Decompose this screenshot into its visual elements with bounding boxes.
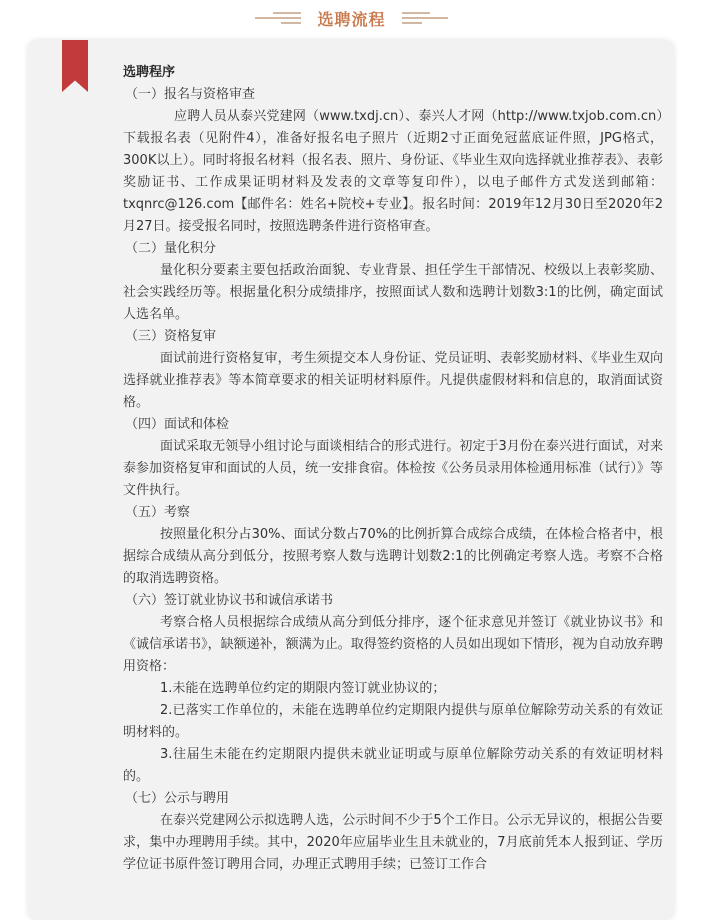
section-body-5: 按照量化积分占30%、面试分数占70%的比例折算合成综合成绩，在体检合格者中，根据综合成绩从高分到低分，按照考察人数与选聘计划数2:1的比例确定考察人选。考察不合格的取消选聘资格。 (123, 527, 663, 586)
section-heading-1: （一）报名与资格审查 (125, 87, 256, 102)
section-body-6: 考察合格人员根据综合成绩从高分到低分排序，逐个征求意见并签订《就业协议书》和《诚信承诺书》，缺额递补，额满为止。取得签约资格的人员如出现如下情形，视为自动放弃聘用资格： (123, 615, 663, 674)
header-decoration-right (402, 12, 448, 24)
section-heading-3: （三）资格复审 (125, 329, 217, 344)
content-card (28, 40, 674, 920)
section-heading-6: （六）签订就业协议书和诚信承诺书 (125, 593, 334, 608)
section-body-3: 面试前进行资格复审，考生须提交本人身份证、党员证明、表彰奖励材料、《毕业生双向选择就业推荐表》等本简章要求的相关证明材料原件。凡提供虚假材料和信息的，取消面试资格。 (123, 351, 663, 410)
bookmark-ribbon-icon (62, 40, 88, 92)
procedure-title: 选聘程序 (123, 65, 176, 80)
section-heading-4: （四）面试和体检 (125, 417, 230, 432)
list-item: 1.未能在选聘单位约定的期限内签订就业协议的； (160, 681, 446, 696)
list-item: 3.往届生未能在约定期限内提供未就业证明或与原单位解除劳动关系的有效证明材料的。 (123, 747, 663, 784)
section-header (0, 0, 703, 36)
section-body-7: 在泰兴党建网公示拟选聘人选，公示时间不少于5个工作日。公示无异议的，根据公告要求，集中办理聘用手续。其中，2020年应届毕业生且未就业的，7月底前凭本人报到证、学历学位证书原件签订聘用合同，办理正式聘用手续；已签订工作合 (123, 813, 663, 872)
article-body (123, 62, 663, 876)
section-body-2: 量化积分要素主要包括政治面貌、专业背景、担任学生干部情况、校级以上表彰奖励、社会实践经历等。根据量化积分成绩排序，按照面试人数和选聘计划数3:1的比例，确定面试人选名单。 (123, 263, 663, 322)
header-decoration-left (255, 12, 301, 24)
section-body-1: 应聘人员从泰兴党建网（www.txdj.cn）、泰兴人才网（http://www.txjob.com.cn）下载报名表（见附件4），准备好报名电子照片（近期2寸正面免冠蓝底证件照，JPG格式，300K以上）。同时将报名材料（报名表、照片、身份证、《毕业生双向选择就业推荐表》、表彰奖励证书、工作成果证明材料及发表的文章等复印件），以电子邮件方式发送到邮箱：txqnrc@126.com【邮件名：姓名+院校+专业】。报名时间：2019年12月30日至2020年2月27日。接受报名同时，按照选聘条件进行资格审查。 (123, 109, 663, 234)
section-heading-5: （五）考察 (125, 505, 191, 520)
header-title: 选聘流程 (317, 9, 386, 29)
section-body-4: 面试采取无领导小组讨论与面谈相结合的形式进行。初定于3月份在泰兴进行面试，对来泰参加资格复审和面试的人员，统一安排食宿。体检按《公务员录用体检通用标准（试行）》等文件执行。 (123, 439, 663, 498)
section-heading-7: （七）公示与聘用 (125, 791, 230, 806)
list-item: 2.已落实工作单位的，未能在选聘单位约定期限内提供与原单位解除劳动关系的有效证明材料的。 (123, 703, 663, 740)
section-heading-2: （二）量化积分 (125, 241, 217, 256)
